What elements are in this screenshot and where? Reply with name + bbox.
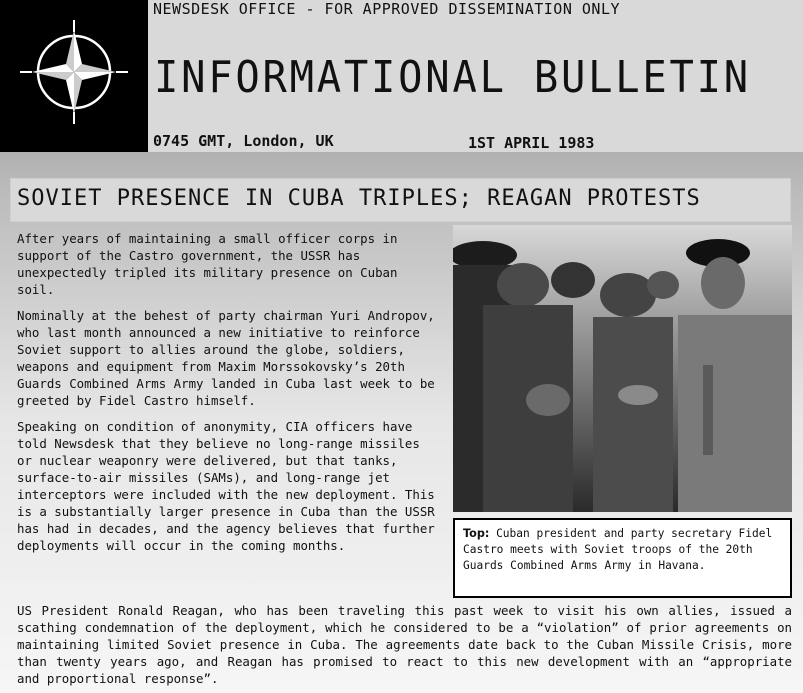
photo-illustration [453,225,792,512]
publication-date: 1ST APRIL 1983 [468,134,595,152]
masthead [148,0,803,152]
article-headline: SOVIET PRESENCE IN CUBA TRIPLES; REAGAN PROTESTS [17,186,701,211]
article-photo [453,225,792,512]
time-location: 0745 GMT, London, UK [153,132,334,150]
article-body [17,230,437,563]
headline-bar [10,178,791,222]
logo-panel [0,0,148,152]
photo-caption [453,518,792,598]
caption-label: Top: [463,527,490,540]
dissemination-notice: NEWSDESK OFFICE - FOR APPROVED DISSEMINATION ONLY [153,0,621,18]
bulletin-title: INFORMATIONAL BULLETIN [154,52,751,103]
compass-star-icon [0,0,148,152]
closing-paragraph: US President Ronald Reagan, who has been traveling this past week to visit his own allies, issued a scathing condemnation of the deployment, which he considered to be a “violation” of prior agreements on maintaining limited Soviet presence in Cuba. The agreements date back to the Cuban Missile Crisis, more than twenty years ago, and Reagan has promised to react to this new development with an “appropriate and proportional response”. [17,603,792,686]
article-paragraph: After years of maintaining a small officer corps in support of the Castro government, the USSR has unexpectedly tripled its military presence on Cuban soil. [17,231,398,297]
article-paragraph: Nominally at the behest of party chairman Yuri Andropov, who last month announced a new initiative to reinforce Soviet support to allies around the globe, soldiers, weapons and equipment from Maxim Morssokovsky’s 20th Guards Combined Arms Army landed in Cuba last week to be greeted by Fidel Castro himself. [17,308,435,408]
article-paragraph: Speaking on condition of anonymity, CIA officers have told Newsdesk that they believe no long-range missiles or nuclear weaponry were delivered, but that tanks, surface-to-air missiles (SAMs), and long-range jet interceptors were included with the new deployment. This is a substantially larger presence in Cuba than the USSR has had in decades, and the agency believes that further deployments will occur in the coming months. [17,419,435,553]
caption-text: Cuban president and party secretary Fidel Castro meets with Soviet troops of the 20th Guards Combined Arms Army in Havana. [463,527,773,572]
